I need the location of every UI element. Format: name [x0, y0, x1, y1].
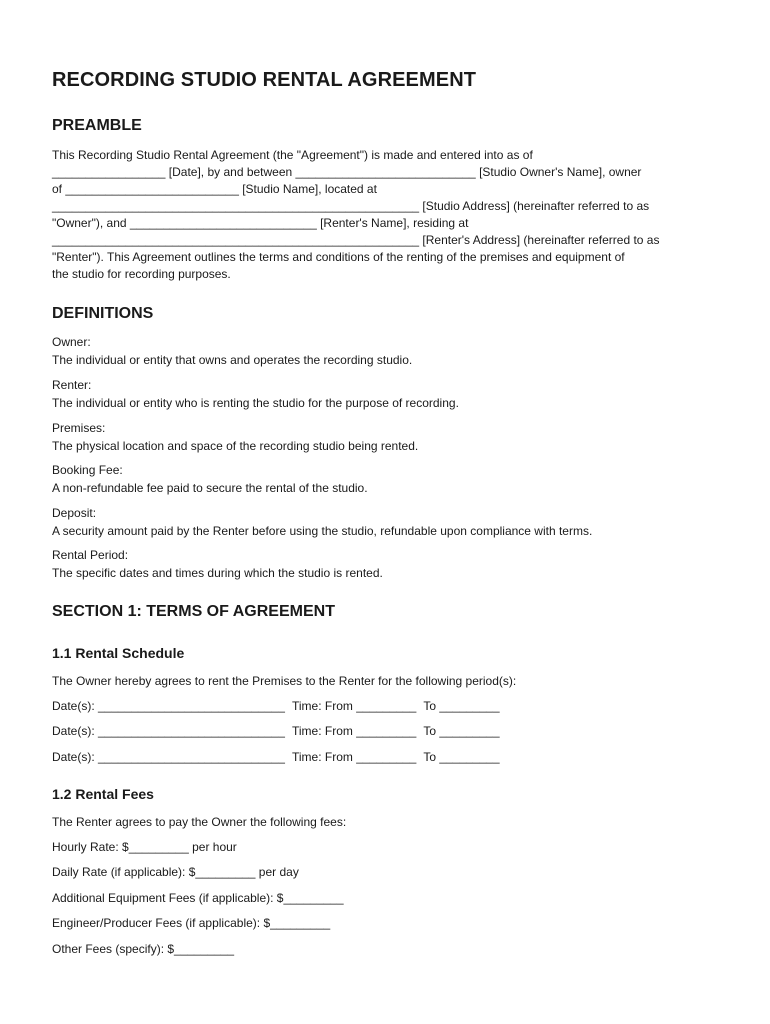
definition-rental-period: [52, 547, 383, 582]
preamble-paragraph: [52, 147, 712, 283]
preamble-line: the studio for recording purposes.: [52, 267, 231, 281]
rental-fees-intro: The Renter agrees to pay the Owner the following fees:: [52, 815, 347, 829]
preamble-line: _________________ [Date], by and between ___________________________ [Studio Owner's Name], owner: [52, 165, 642, 179]
fee-additional-equipment[interactable]: Additional Equipment Fees (if applicable): $_________: [52, 891, 344, 905]
definition-term: Rental Period:: [52, 548, 129, 562]
schedule-date-field[interactable]: Date(s): ____________________________: [52, 699, 285, 713]
schedule-time-to-field[interactable]: To _________: [423, 724, 500, 738]
definition-term: Deposit:: [52, 506, 97, 520]
schedule-time-to-field[interactable]: To _________: [423, 699, 500, 713]
definition-term: Booking Fee:: [52, 463, 123, 477]
definition-text: A security amount paid by the Renter before using the studio, refundable upon compliance with terms.: [52, 523, 593, 538]
fee-other[interactable]: Other Fees (specify): $_________: [52, 942, 235, 956]
schedule-date-field[interactable]: Date(s): ____________________________: [52, 750, 285, 764]
preamble-line: of __________________________ [Studio Name], located at: [52, 182, 377, 196]
schedule-row: [52, 699, 504, 713]
fee-daily-rate[interactable]: Daily Rate (if applicable): $_________ per day: [52, 865, 299, 879]
preamble-line: "Renter"). This Agreement outlines the terms and conditions of the renting of the premises and equipment of: [52, 250, 625, 264]
definition-text: The individual or entity who is renting the studio for the purpose of recording.: [52, 395, 459, 410]
definition-term: Owner:: [52, 335, 91, 349]
preamble-line: "Owner"), and ____________________________ [Renter's Name], residing at: [52, 216, 469, 230]
section1-heading: SECTION 1: TERMS OF AGREEMENT: [52, 603, 335, 620]
definition-text: The specific dates and times during which the studio is rented.: [52, 565, 383, 580]
definition-text: The physical location and space of the recording studio being rented.: [52, 438, 419, 453]
definition-deposit: [52, 505, 592, 540]
schedule-row: [52, 750, 504, 764]
definitions-heading: DEFINITIONS: [52, 305, 154, 322]
schedule-time-from-field[interactable]: Time: From _________: [292, 699, 417, 713]
definition-booking-fee: [52, 462, 368, 497]
rental-schedule-heading: 1.1 Rental Schedule: [52, 645, 185, 661]
definition-term: Renter:: [52, 378, 92, 392]
fee-engineer-producer[interactable]: Engineer/Producer Fees (if applicable): $_________: [52, 916, 331, 930]
definition-text: The individual or entity that owns and operates the recording studio.: [52, 352, 413, 367]
definition-owner: [52, 334, 412, 369]
definition-text: A non-refundable fee paid to secure the rental of the studio.: [52, 480, 368, 495]
preamble-heading: PREAMBLE: [52, 117, 142, 134]
preamble-line: This Recording Studio Rental Agreement (the "Agreement") is made and entered into as of: [52, 148, 533, 162]
document-title: RECORDING STUDIO RENTAL AGREEMENT: [52, 69, 477, 91]
schedule-date-field[interactable]: Date(s): ____________________________: [52, 724, 285, 738]
schedule-time-from-field[interactable]: Time: From _________: [292, 750, 417, 764]
preamble-line: _______________________________________________________ [Renter's Address] (hereinafter referred to as: [52, 233, 660, 247]
fee-hourly-rate[interactable]: Hourly Rate: $_________ per hour: [52, 840, 237, 854]
definition-term: Premises:: [52, 421, 106, 435]
schedule-time-from-field[interactable]: Time: From _________: [292, 724, 417, 738]
rental-schedule-intro: The Owner hereby agrees to rent the Premises to the Renter for the following period(s):: [52, 674, 517, 688]
rental-fees-heading: 1.2 Rental Fees: [52, 786, 154, 802]
definition-premises: [52, 420, 418, 455]
schedule-row: [52, 724, 504, 738]
preamble-line: _______________________________________________________ [Studio Address] (hereinafter referred to as: [52, 199, 650, 213]
schedule-time-to-field[interactable]: To _________: [423, 750, 500, 764]
definition-renter: [52, 377, 459, 412]
